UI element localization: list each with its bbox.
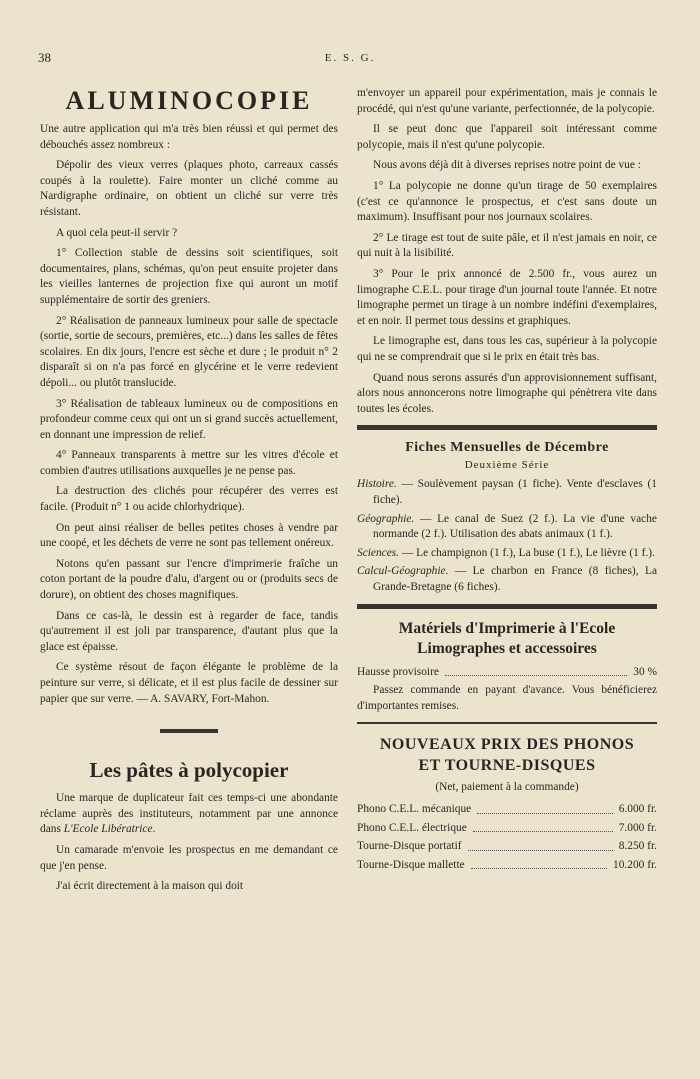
paragraph: m'envoyer un appareil pour expérimentation, mais je connais le procédé, qui n'est qu'une variante, perfectionnée, de la polycopie. xyxy=(357,87,657,115)
price-row xyxy=(357,858,657,874)
fiche-text: — Le canal de Suez (2 f.). La vie d'une vache normande (2 f.). Utilisation des abats animaux (1 f.). xyxy=(373,512,657,541)
paragraph: Une autre application qui m'a très bien réussi et qui permet des débouchés assez nombreux : xyxy=(40,123,338,151)
paragraph: Un camarade m'envoie les prospectus en me demandant ce que j'en pense. xyxy=(40,843,338,872)
leader-dots xyxy=(473,821,613,833)
paragraph: 4° Panneaux transparents à mettre sur les vitres d'école et combien d'autres utilisations auxquelles je ne pense pas. xyxy=(40,449,338,477)
paragraph: 3° Pour le prix annoncé de 2.500 fr., vous aurez un limographe C.E.L. pour tirage d'un journal toute l'année. Et notre limographe permet un tirage à un nombre indéfini d'exemplaires, et en noir. Il permet tous dessins et graphiques. xyxy=(357,267,657,327)
article-title-pates: Les pâtes à polycopier xyxy=(89,758,289,783)
fiches-title: Fiches Mensuelles de Décembre xyxy=(405,440,609,456)
page-number: 38 xyxy=(38,50,51,65)
price-row xyxy=(357,821,657,837)
price-row xyxy=(357,802,657,818)
materiels-title xyxy=(357,619,657,659)
price-label: Phono C.E.L. électrique xyxy=(357,821,467,834)
paragraph: On peut ainsi réaliser de belles petites choses à vendre par une coopé, et les déchets de verre ne sont pas tellement onéreux. xyxy=(40,521,338,550)
hausse-label: Hausse provisoire xyxy=(357,665,439,678)
leader-dots xyxy=(471,858,607,870)
phonos-subtitle: (Net, paiement à la commande) xyxy=(435,781,579,794)
phonos-title xyxy=(357,734,657,776)
page-header xyxy=(38,50,662,68)
paragraph: Quand nous serons assurés d'un approvisionnement suffisant, alors nous annoncerons notre limographe qui pénètrera vite dans toutes les écoles. xyxy=(357,371,657,415)
fiche-text: — Le champignon (1 f.), La buse (1 f.), Le lièvre (1 f.). xyxy=(399,546,655,559)
paragraph: 3° Réalisation de tableaux lumineux ou de compositions en profondeur comme ceux qui ont un si grand succès actuellement, en donnant une impression de relief. xyxy=(40,397,338,441)
paragraph xyxy=(40,791,338,838)
paragraph: 1° Collection stable de dessins soit scientifiques, soit documentaires, plans, schémas, qu'on peut ensuite projeter dans les vieilles lanternes de projection fixe qui auront un motif supplémentaire de sortir des greniers. xyxy=(40,247,338,306)
leader-dots xyxy=(477,802,613,814)
paragraph: Il se peut donc que l'appareil soit intéressant comme polycopie, mais il n'est qu'une polycopie. xyxy=(357,123,657,151)
fiche-item xyxy=(357,546,657,562)
paragraph: 2° Réalisation de panneaux lumineux pour salle de spectacle (sortie, sortie de secours, premières, etc...) dans les salles de fêtes scolaires. En dix jours, l'encre est sèche et dure ; le produit n° 2 disparaît si on n'a pas forcé en glycérine et le verre redevient dépoli... ou plutôt translucide. xyxy=(40,314,338,389)
fiche-text: — Le charbon en France (8 fiches), La Grande-Bretagne (6 fiches). xyxy=(373,565,657,594)
journal-name: E. S. G. xyxy=(324,52,376,64)
price-value: 7.000 fr. xyxy=(618,821,657,834)
right-column xyxy=(357,86,657,876)
price-label: Tourne-Disque portatif xyxy=(357,840,462,853)
materiels-title-line1: Matériels d'Imprimerie à l'Ecole xyxy=(398,619,616,637)
left-column xyxy=(40,86,338,900)
divider xyxy=(357,425,657,430)
paragraph: Nous avons déjà dit à diverses reprises notre point de vue : xyxy=(373,159,641,172)
paragraph-text: Une marque de duplicateur fait ces temps-ci une abondante réclame auprès des instituteurs, notamment par une annonce dans xyxy=(40,792,338,836)
fiche-subject: Histoire. xyxy=(357,478,397,491)
price-value: 6.000 fr. xyxy=(618,803,657,815)
fiche-subject: Géographie. xyxy=(357,512,415,525)
leader-dots xyxy=(445,665,627,677)
phonos-title-line2: ET TOURNE-DISQUES xyxy=(418,757,596,775)
fiche-subject: Calcul-Géographie. xyxy=(357,565,449,578)
fiche-subject: Sciences. xyxy=(357,546,400,559)
paragraph: A quoi cela peut-il servir ? xyxy=(56,226,178,239)
fiche-item xyxy=(357,564,657,595)
article-title-aluminocopie: ALUMINOCOPIE xyxy=(65,86,313,115)
fiches-subtitle: Deuxième Série xyxy=(464,458,550,471)
leader-dots xyxy=(468,839,613,851)
paragraph: J'ai écrit directement à la maison qui doit xyxy=(56,880,244,893)
newspaper-title: L'Ecole Libératrice xyxy=(63,823,153,836)
hausse-row xyxy=(357,665,657,681)
materiels-title-line2: Limographes et accessoires xyxy=(417,639,597,657)
price-row xyxy=(357,839,657,855)
price-value: 10.200 fr. xyxy=(613,858,657,871)
price-label: Phono C.E.L. mécanique xyxy=(357,803,472,815)
materiels-note: Passez commande en payant d'avance. Vous bénéficierez d'importantes remises. xyxy=(357,684,657,712)
paragraph: Notons qu'en passant sur l'encre d'imprimerie fraîche un coton portant de la poudre d'alu, d'argent ou or (produits secs de dorure), on obtient des choses magnifiques. xyxy=(40,557,338,602)
paragraph: 2° Le tirage est tout de suite pâle, et il n'est jamais en noir, ce qui nuit à la lisibilité. xyxy=(357,231,657,260)
paragraph: Dépolir des vieux verres (plaques photo, carreaux cassés coupés à la roulette). Faire monter un cliché comme au Nardigraphe ordinaire, on obtient un cliché sur verre très résistant. xyxy=(40,159,338,218)
paragraph: Dans ce cas-là, le dessin est à regarder de face, tandis qu'autrement il est joli par transparence, d'autant plus que la glace est épaisse. xyxy=(40,609,338,653)
price-value: 8.250 fr. xyxy=(618,840,657,853)
price-label: Tourne-Disque mallette xyxy=(357,858,465,871)
fiche-item xyxy=(357,477,657,508)
hausse-value: 30 % xyxy=(633,665,657,678)
paragraph: La destruction des clichés pour récupérer des verres est facile. (Produit n° 1 ou acide chlorhydrique). xyxy=(40,485,338,514)
section-separator xyxy=(160,729,218,733)
paragraph-end: . xyxy=(152,823,156,836)
fiche-item xyxy=(357,512,657,543)
paragraph: 1° La polycopie ne donne qu'un tirage de 50 exemplaires (c'est ce qu'annonce le prospectus, et c'est sans doute un maximum). Insuffisant pour nos journaux scolaires. xyxy=(357,179,657,224)
phonos-title-line1: NOUVEAUX PRIX DES PHONOS xyxy=(379,736,635,754)
divider xyxy=(357,604,657,609)
fiche-text: — Soulèvement paysan (1 fiche). Vente d'esclaves (1 fiche). xyxy=(373,478,657,507)
paragraph: Le limographe est, dans tous les cas, supérieur à la polycopie qui ne se comprendrait que si le prix en était très bas. xyxy=(357,335,657,363)
paragraph: Ce système résout de façon élégante le problème de la peinture sur verre, si délicate, et il est plus facile de dessiner sur papier que sur verre. — A. SAVARY, Fort-Mahon. xyxy=(40,661,338,705)
divider xyxy=(357,722,657,724)
